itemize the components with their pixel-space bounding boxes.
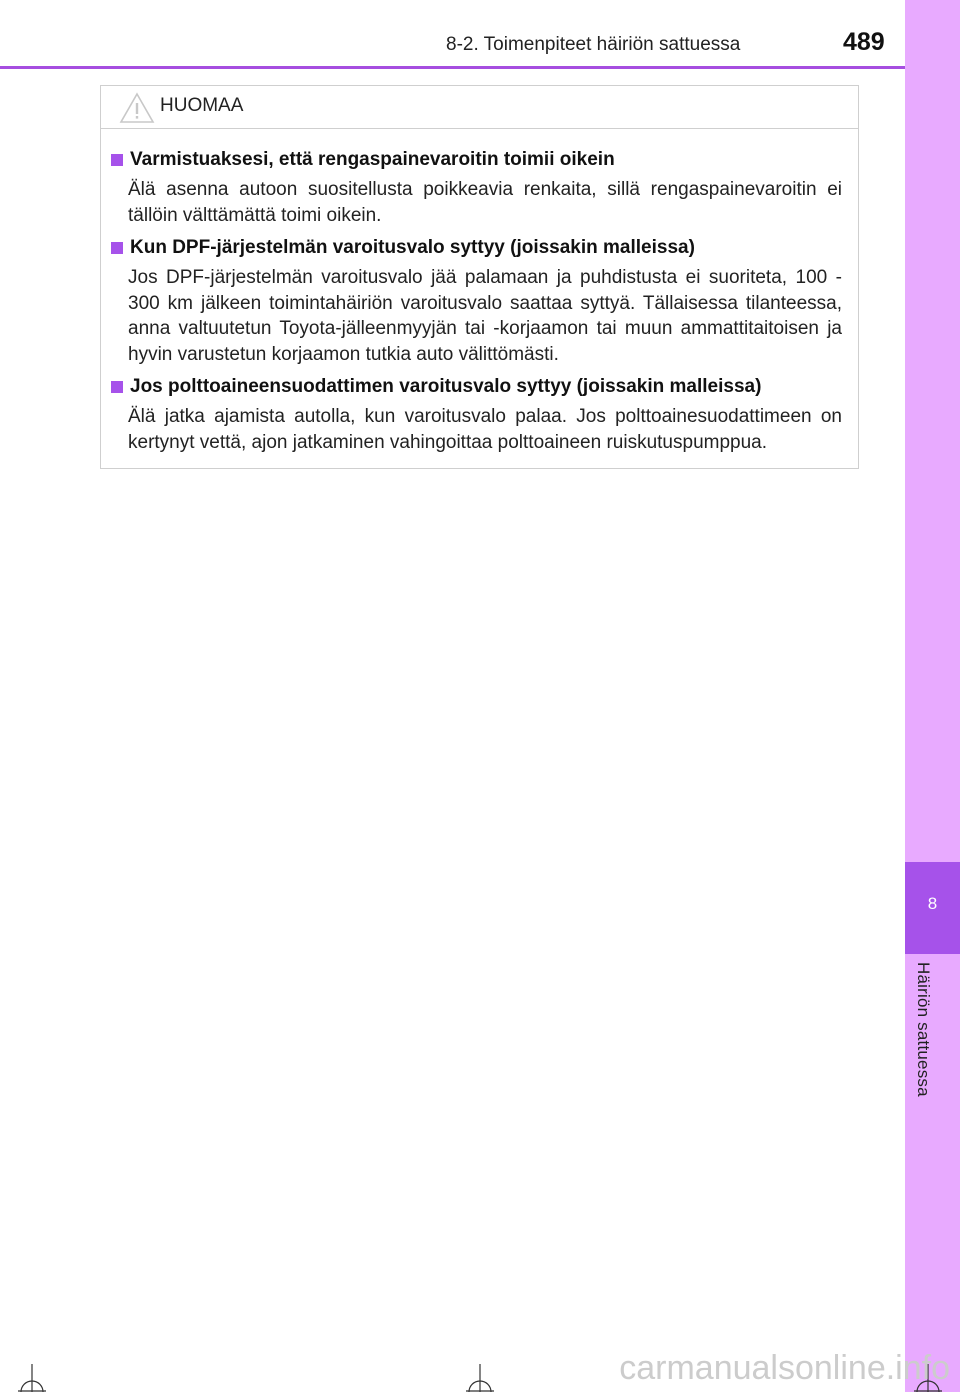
notice-item-heading: Varmistuaksesi, että rengaspainevaroitin toimii oikein xyxy=(130,149,615,170)
notice-title: HUOMAA xyxy=(160,95,244,116)
notice-item xyxy=(111,374,842,455)
notice-item-text: Älä jatka ajamista autolla, kun varoitusvalo palaa. Jos polttoainesuodattimeen on kertynyt vettä, ajon jatkaminen vahingoittaa polttoaineen ruiskutuspumppua. xyxy=(128,406,842,453)
watermark: carmanualsonline.info xyxy=(619,1349,950,1387)
square-bullet-icon xyxy=(111,242,123,254)
notice-body xyxy=(101,129,858,455)
header-rule xyxy=(0,66,905,69)
notice-item xyxy=(111,147,842,228)
registration-mark-icon xyxy=(466,1364,494,1392)
chapter-label: Häiriön sattuessa xyxy=(914,962,933,1097)
registration-mark-icon xyxy=(18,1364,46,1392)
notice-item-heading: Kun DPF-järjestelmän varoitusvalo syttyy (joissakin malleissa) xyxy=(130,237,695,258)
notice-item-text: Jos DPF-järjestelmän varoitusvalo jää palamaan ja puhdistusta ei suoriteta, 100 - 300 km jälkeen toimintahäiriön varoitusvalo saattaa syttyä. Tällaisessa tilanteessa, anna valtuutetun Toyota-jälleenmyyjän tai -korjaamon tai muun ammattitaitoisen ja hyvin varustetun korjaamon tutkia auto välittömästi. xyxy=(128,267,842,365)
notice-box xyxy=(100,85,859,469)
notice-header xyxy=(101,86,858,129)
notice-item-text: Älä asenna autoon suositellusta poikkeavia renkaita, sillä rengaspainevaroitin ei tällöin välttämättä toimi oikein. xyxy=(128,179,842,226)
section-title: 8-2. Toimenpiteet häiriön sattuessa xyxy=(446,34,741,55)
warning-triangle-icon xyxy=(119,92,155,124)
side-tab xyxy=(905,0,960,1392)
chapter-number: 8 xyxy=(927,894,938,913)
square-bullet-icon xyxy=(111,381,123,393)
notice-item xyxy=(111,235,842,367)
notice-item-heading: Jos polttoaineensuodattimen varoitusvalo syttyy (joissakin malleissa) xyxy=(130,376,762,397)
square-bullet-icon xyxy=(111,154,123,166)
page-number: 489 xyxy=(843,28,885,56)
